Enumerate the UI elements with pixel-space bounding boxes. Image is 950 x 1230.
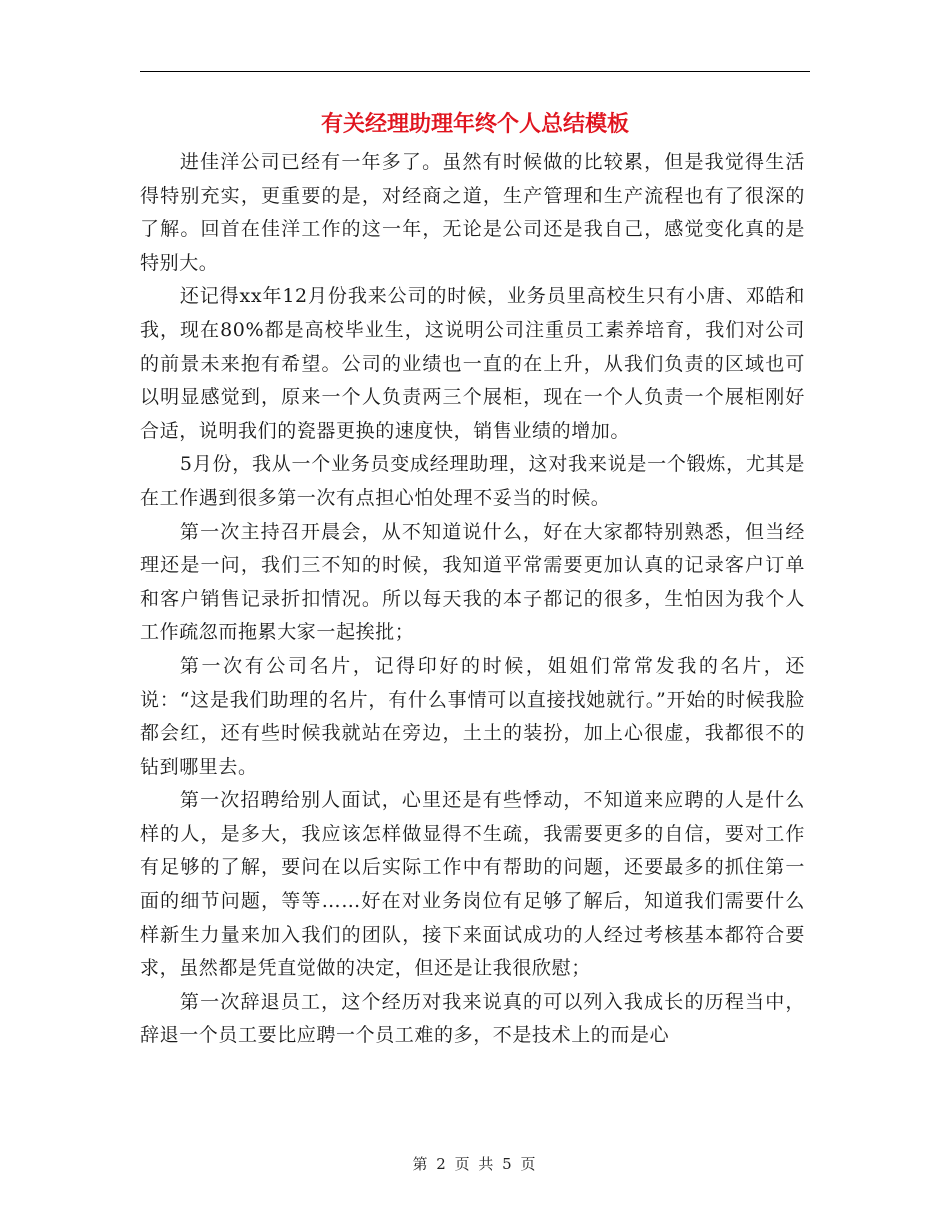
- header-rule: [140, 71, 810, 72]
- paragraph: 5月份，我从一个业务员变成经理助理，这对我来说是一个锻炼，尤其是在工作遇到很多第一次有点担心怕处理不妥当的时候。: [140, 453, 805, 509]
- paragraph: 还记得xx年12月份我来公司的时候，业务员里高校生只有小唐、邓皓和我，现在80%都是高校毕业生，这说明公司注重员工素养培育，我们对公司的前景未来抱有希望。公司的业绩也一直的在上升，从我们负责的区域也可以明显感觉到，原来一个人负责两三个展柜，现在一个人负责一个展柜刚好合适，说明我们的瓷器更换的速度快，销售业绩的增加。: [140, 285, 805, 442]
- paragraph: 第一次招聘给别人面试，心里还是有些悸动，不知道来应聘的人是什么样的人，是多大，我应该怎样做显得不生疏，我需要更多的自信，要对工作有足够的了解，要问在以后实际工作中有帮助的问题，还要最多的抓住第一面的细节问题，等等……好在对业务岗位有足够了解后，知道我们需要什么样新生力量来加入我们的团队，接下来面试成功的人经过考核基本都符合要求，虽然都是凭直觉做的决定，但还是让我很欣慰；: [140, 789, 805, 980]
- page-number: 第 2 页 共 5 页: [412, 1155, 538, 1173]
- paragraph: 进佳洋公司已经有一年多了。虽然有时候做的比较累，但是我觉得生活得特别充实，更重要的是，对经商之道，生产管理和生产流程也有了很深的了解。回首在佳洋工作的这一年，无论是公司还是我自己，感觉变化真的是特别大。: [140, 151, 805, 274]
- document-body: [140, 146, 805, 1053]
- document-title: 有关经理助理年终个人总结模板: [320, 112, 629, 137]
- paragraph: 第一次有公司名片，记得印好的时候，姐姐们常常发我的名片，还说：“这是我们助理的名片，有什么事情可以直接找她就行。”开始的时候我脸都会红，还有些时候我就站在旁边，土土的装扮，加上心很虚，我都很不的钻到哪里去。: [140, 654, 805, 778]
- paragraph: 第一次主持召开晨会，从不知道说什么，好在大家都特别熟悉，但当经理还是一问，我们三不知的时候，我知道平常需要更加认真的记录客户订单和客户销售记录折扣情况。所以每天我的本子都记的很多，生怕因为我个人工作疏忽而拖累大家一起挨批；: [140, 520, 805, 644]
- paragraph: 第一次辞退员工，这个经历对我来说真的可以列入我成长的历程当中，辞退一个员工要比应聘一个员工难的多，不是技术上的而是心: [140, 990, 805, 1047]
